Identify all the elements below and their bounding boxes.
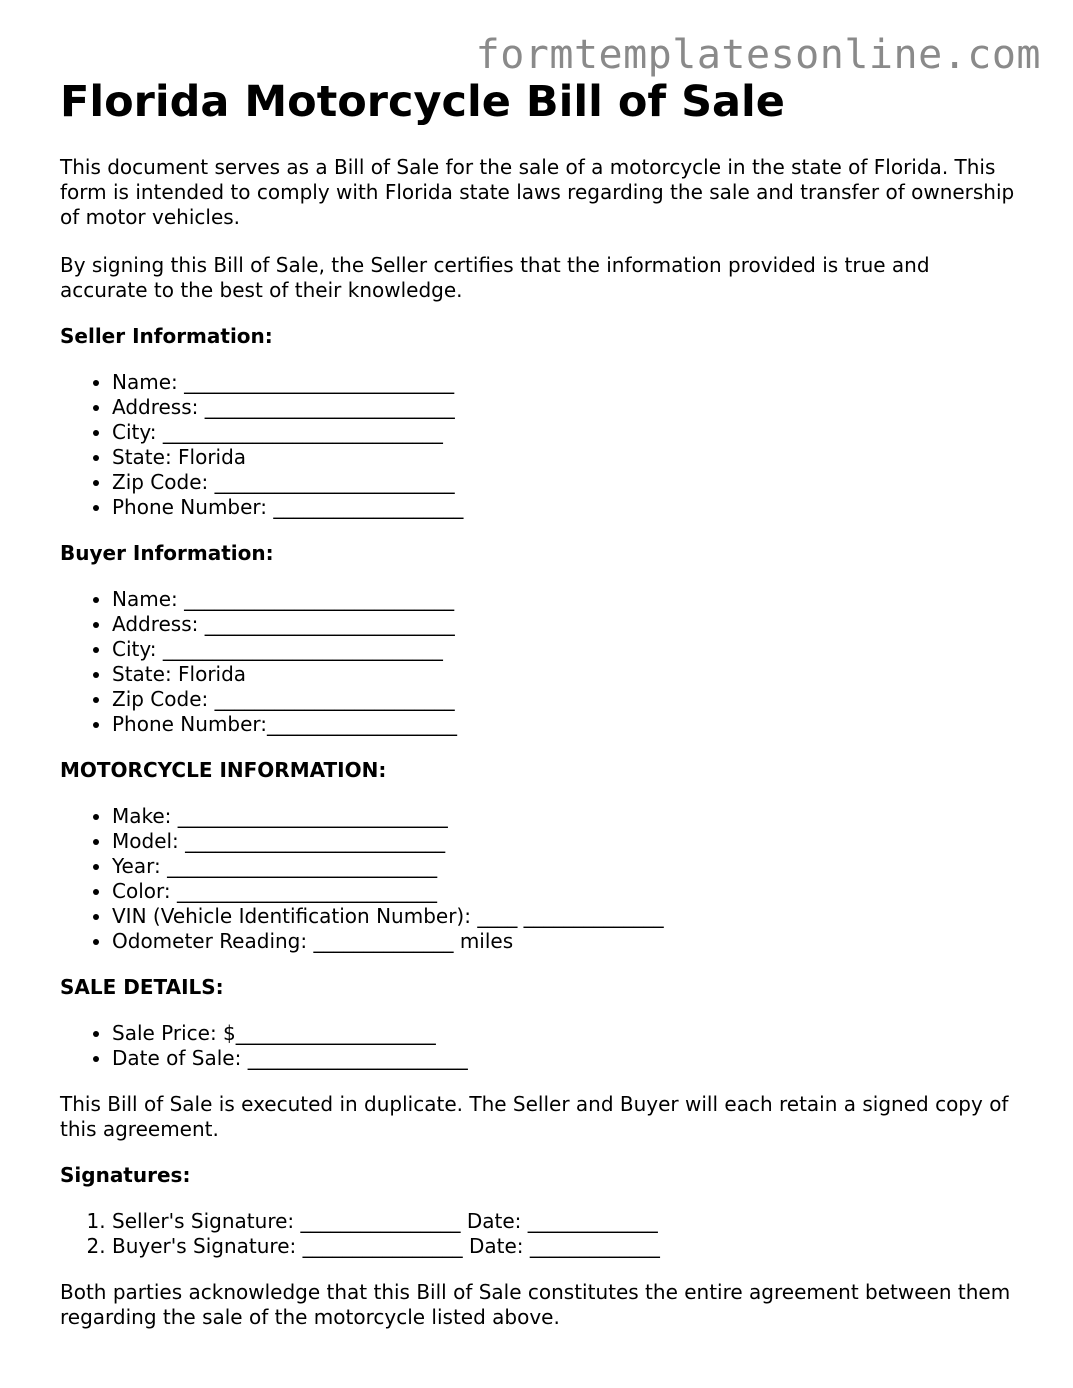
buyer-address-field[interactable]: • Address: _________________________ [112,612,1020,637]
buyer-signature-field[interactable]: 2. Buyer's Signature: ________________ Date: _____________ [112,1234,1020,1259]
buyer-city-field[interactable]: • City: ____________________________ [112,637,1020,662]
sale-date-field[interactable]: • Date of Sale: ______________________ [112,1046,1020,1071]
closing-paragraph: Both parties acknowledge that this Bill of Sale constitutes the entire agreement between them regarding the sale of the motorcycle listed above. [60,1280,1011,1329]
sale-list [60,1021,1020,1071]
seller-city-field[interactable]: • City: ____________________________ [112,420,1020,445]
motorcycle-heading: MOTORCYCLE INFORMATION: [60,758,387,782]
seller-zip-field[interactable]: • Zip Code: ________________________ [112,470,1020,495]
page-title: Florida Motorcycle Bill of Sale [60,77,785,127]
seller-list [60,370,1020,520]
duplicate-paragraph: This Bill of Sale is executed in duplicate. The Seller and Buyer will each retain a signed copy of this agreement. [60,1092,1009,1141]
watermark: formtemplatesonline.com [475,32,1041,78]
sale-price-field[interactable]: • Sale Price: $____________________ [112,1021,1020,1046]
seller-state-field: • State: Florida [112,445,1020,470]
buyer-list [60,587,1020,737]
make-field[interactable]: • Make: ___________________________ [112,804,1020,829]
buyer-heading: Buyer Information: [60,541,274,565]
document-page [60,78,1020,1330]
intro-paragraph: This document serves as a Bill of Sale for the sale of a motorcycle in the state of Florida. This form is intended to comply with Florida state laws regarding the sale and transfer of ownership of motor vehicles. [60,155,1015,229]
vin-field[interactable]: • VIN (Vehicle Identification Number): ____ ______________ [112,904,1020,929]
motorcycle-list [60,804,1020,954]
seller-signature-field[interactable]: 1. Seller's Signature: ________________ Date: _____________ [112,1209,1020,1234]
odometer-field[interactable]: • Odometer Reading: ______________ miles [112,929,1020,954]
model-field[interactable]: • Model: __________________________ [112,829,1020,854]
buyer-phone-field[interactable]: • Phone Number:___________________ [112,712,1020,737]
buyer-state-field: • State: Florida [112,662,1020,687]
seller-phone-field[interactable]: • Phone Number: ___________________ [112,495,1020,520]
signatures-heading: Signatures: [60,1163,191,1187]
seller-name-field[interactable]: • Name: ___________________________ [112,370,1020,395]
buyer-zip-field[interactable]: • Zip Code: ________________________ [112,687,1020,712]
buyer-name-field[interactable]: • Name: ___________________________ [112,587,1020,612]
signatures-list [60,1209,1020,1259]
year-field[interactable]: • Year: ___________________________ [112,854,1020,879]
seller-heading: Seller Information: [60,324,273,348]
color-field[interactable]: • Color: __________________________ [112,879,1020,904]
seller-address-field[interactable]: • Address: _________________________ [112,395,1020,420]
certify-paragraph: By signing this Bill of Sale, the Seller certifies that the information provided is true and accurate to the best of their knowledge. [60,253,930,302]
sale-heading: SALE DETAILS: [60,975,224,999]
